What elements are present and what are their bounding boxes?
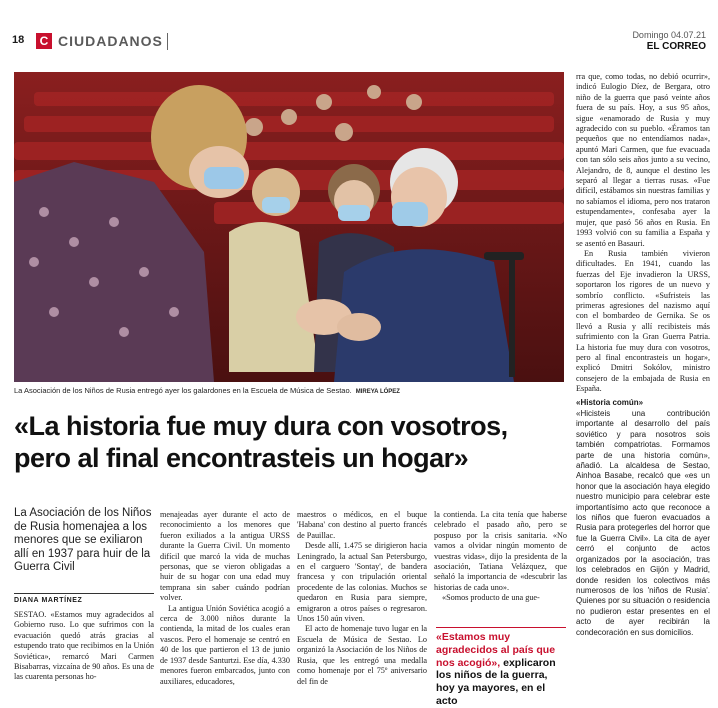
- paragraph: SESTAO. «Estamos muy agradecidos al Gobierno ruso. Lo que sufrimos con la evacuación quedó atrás gracias al estupendo trato que recibimos en la Unión Soviética», remarcó Mari Carmen Bisabarras, vizcaína de 90 años. Es una de las cuarenta personas ho-: [14, 610, 154, 682]
- section-divider: [167, 33, 168, 50]
- section-logo: C: [36, 33, 52, 49]
- paragraph: maestros o médicos, en el buque 'Habana' con destino al puerto francés de Pauillac.: [297, 510, 427, 540]
- page-number: 18: [12, 34, 25, 46]
- headline: [14, 410, 574, 474]
- body-column-2: [160, 510, 290, 687]
- paragraph: El acto de homenaje tuvo lugar en la Escuela de Música de Sestao. Lo organizó la Asociación de los Niños de Rusia, que les entregó una medalla como homenaje por el 75º aniversario del fin de: [297, 624, 427, 686]
- subheadline: La Asociación de los Niños de Rusia homenajea a los menores que se exiliaron allí en 1937 para huir de la Guerra Civil: [14, 507, 152, 573]
- headline-line-1: «La historia fue muy dura con vosotros,: [14, 411, 508, 441]
- paragraph: menajeadas ayer durante el acto de reconocimiento a los menores que fueron exiliados a la antigua URSS durante la Guerra Civil. Un momento difícil que marcó la vida de muchas personas, que se vieron obligadas a huir de su hogar con una edad muy temprana sin saber cuándo podrían volver.: [160, 510, 290, 603]
- paragraph: En Rusia también vivieron dificultades. En 1941, cuando las fuerzas del Eje invadieron la URSS, soportaron los rigores de un nuevo y sombrío conflicto. «Sufristeis las primeras agresiones del nazismo aquí con el bombardeo de Gernika. Se os llevó a Rusia y allí recibisteis más sufrimiento con la Gran Guerra Patria. La historia fue muy dura con vosotros, pero al final encontrasteis un hogar», explicó Dmitri Sokólov, ministro consejero de la embajada de Rusia en España.: [576, 248, 710, 394]
- paragraph: «Hicisteis una contribución importante al desarrollo del país soviético y para nosotros sois también compatriotas. Formamos parte de una historia común», añadió. La alcaldesa de Sestao, Ainhoa Basabe, recalcó que «es un honor que la asociación haya elegido nuestro municipio para celebrar este importantísimo acto que reconoce a los niños que fueron evacuados a Rusia para protegerles del horror que fue la Guerra Civil». La cita de ayer cerró el conjunto de actos organizados por la asociación, tras los celebrados en Gijón y Madrid, donde residen los colectivos más numerosos de los 'niños de Rusia'. Quienes por su situación o residencia no pudieron estar presentes en el acto de ayer recibirán la condecoración en sus domicilios.: [576, 409, 710, 637]
- pull-quote-red: «Estamos muy agradecidos al país que nos acogió»,: [436, 631, 556, 669]
- paragraph: La antigua Unión Soviética acogió a cerca de 3.000 niños durante la contienda, la mitad de los cuales eran vascos. Pero el homenaje se centró en 40 de los que partieron el 13 de junio de 1937 desde Santurtzi. Ese día, 4.330 menores fueron embarcados, junto con auxiliares, educadores,: [160, 603, 290, 686]
- section-name: CIUDADANOS: [58, 33, 163, 49]
- paragraph: Desde allí, 1.475 se dirigieron hacia Leningrado, la actual San Petersburgo, en el carguero 'Sontay', de bandera francesa y con tripulación oriental procedente de las colonias. Muchos se quedaron en Rusia para siempre, emigraron a otros países o regresaron. Unos 150 aún viven.: [297, 541, 427, 624]
- photo-credit: MIREYA LÓPEZ: [355, 389, 400, 395]
- paragraph: la contienda. La cita tenía que haberse celebrado el pasado año, pero se pospuso por la crisis sanitaria. «No vamos a olvidar ningún momento de vuestras vidas», dijo la presidenta de la asociación, Tatiana Velázquez, que señaló la importancia de «descubrir las historias de cada uno».: [434, 510, 567, 592]
- caption-text: La Asociación de los Niños de Rusia entregó ayer los galardones en la Escuela de Música de Sestao.: [14, 386, 352, 395]
- author-byline: DIANA MARTÍNEZ: [14, 593, 154, 604]
- newspaper-name: EL CORREO: [646, 41, 706, 52]
- paragraph: «Somos producto de una gue-: [442, 593, 540, 603]
- section-subtitle: «Historia común»: [576, 397, 644, 407]
- body-column-3: [297, 510, 427, 687]
- body-column-5: [576, 72, 710, 638]
- article-photo: [14, 72, 564, 382]
- paragraph: rra que, como todas, no debió ocurrir», indicó Eulogio Díez, de Bergara, otro niño de la guerra que pasó veinte años fuera de su país. Hoy, a sus 95 años, sigue «enamorado de Rusia y muy agradecido con su pueblo. «Éramos tan pequeños que no entendíamos nada», apuntó Mari Carmen, que fue evacuada con tan sólo seis años junto a su vecino, Alejandro, de 8, aunque el destino les separó al llegar a tierras rusas. «Fue difícil, estábamos sin nuestras familias y no sabíamos el idioma, pero nos trataron estupendamente», confesaba ayer la mujer, que pasó 56 años en Rusia. En 1993 volvió con su familia a España y se asentó en Basauri.: [576, 72, 710, 248]
- body-column-4: [434, 510, 567, 604]
- pull-quote-black: explicaron los niños de la guerra, hoy ya mayores, en el acto: [436, 656, 556, 707]
- headline-line-2: pero al final encontrasteis un hogar»: [14, 443, 469, 473]
- issue-date: Domingo 04.07.21: [632, 30, 706, 40]
- photo-caption: [14, 386, 564, 395]
- body-column-1: [14, 610, 154, 683]
- pull-quote: [436, 627, 566, 708]
